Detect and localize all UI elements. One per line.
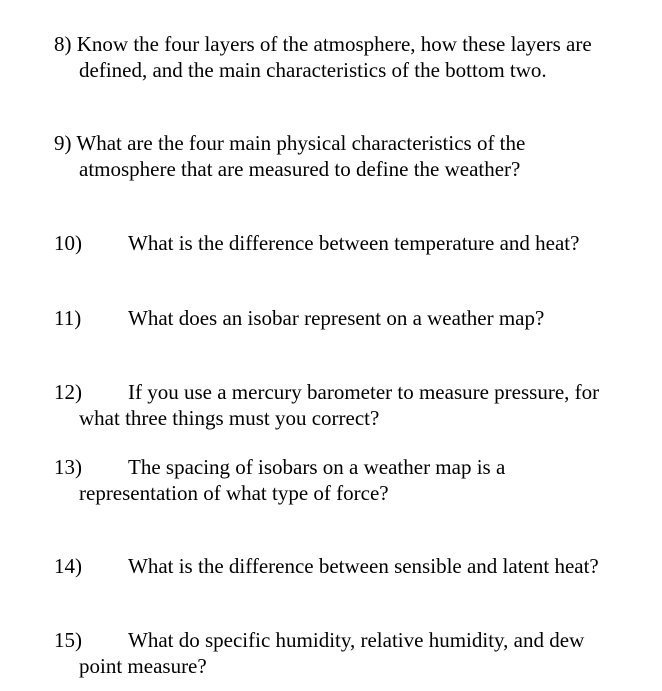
question-15-text-line-1: What do specific humidity, relative humidity, and dew (128, 628, 585, 652)
question-9-number: 9) (54, 131, 72, 155)
question-14-text-line-1: What is the difference between sensible and latent heat? (128, 554, 599, 578)
question-9-line-1 (54, 130, 525, 156)
question-11-number: 11) (54, 306, 82, 330)
question-13-text-line-1: The spacing of isobars on a weather map is a (128, 455, 506, 479)
question-8-text-line-1: Know the four layers of the atmosphere, how these layers are (76, 32, 592, 56)
question-12-text-line-2: what three things must you correct? (79, 406, 380, 430)
question-8-line-1 (54, 31, 592, 57)
question-10-text-line-1: What is the difference between temperature and heat? (128, 231, 580, 255)
question-11-text-line-1: What does an isobar represent on a weather map? (128, 306, 545, 330)
question-15-text-line-2: point measure? (79, 654, 207, 678)
question-15-number: 15) (54, 628, 82, 652)
question-10-number: 10) (54, 231, 82, 255)
question-9-text-line-1: What are the four main physical characteristics of the (76, 131, 526, 155)
question-12-number: 12) (54, 380, 82, 404)
question-13-number: 13) (54, 455, 82, 479)
question-8-text-line-2: defined, and the main characteristics of the bottom two. (79, 58, 547, 82)
question-9-text-line-2: atmosphere that are measured to define the weather? (79, 157, 521, 181)
question-12-text-line-1: If you use a mercury barometer to measure pressure, for (128, 380, 600, 404)
question-13-text-line-2: representation of what type of force? (79, 481, 389, 505)
question-8-number: 8) (54, 32, 72, 56)
question-14-number: 14) (54, 554, 82, 578)
